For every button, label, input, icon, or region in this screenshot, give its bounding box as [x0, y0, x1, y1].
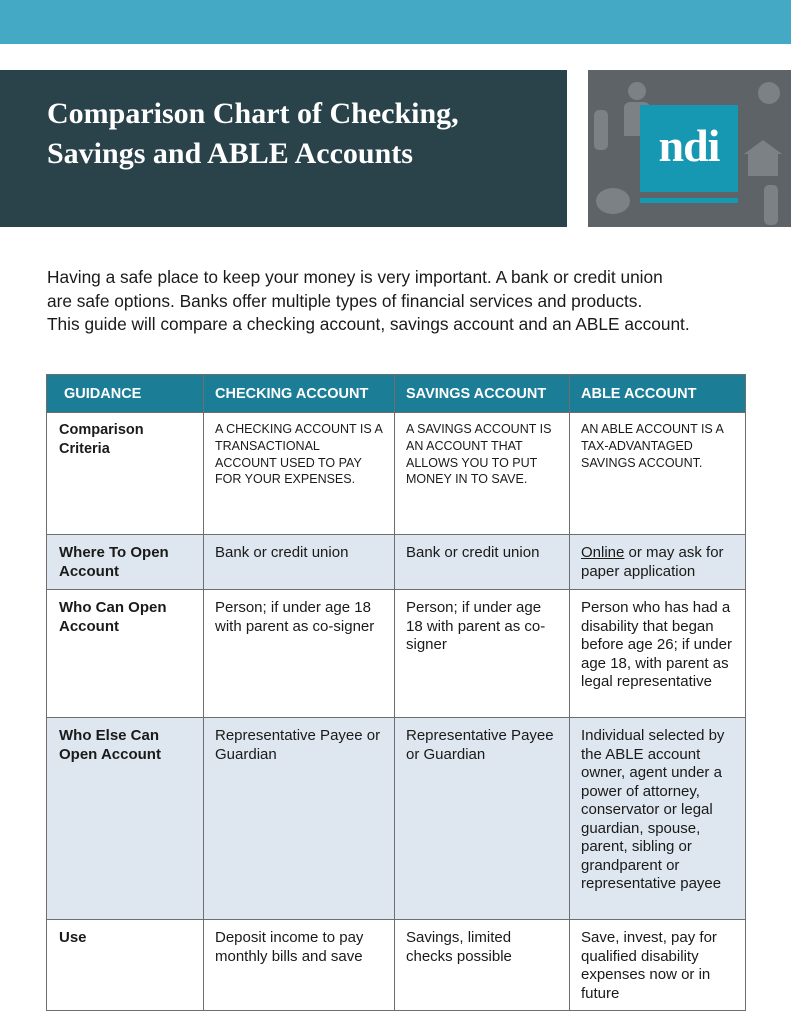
cell-able: Individual selected by the ABLE account owner, agent under a power of attorney, conservator or legal guardian, spouse, parent, sibling or grandparent or representative payee: [570, 718, 746, 920]
row-label: Use: [47, 920, 204, 1011]
cell-able: [570, 535, 746, 590]
table-row-who-can-open: [47, 590, 746, 718]
intro-line: This guide will compare a checking account, savings account and an ABLE account.: [47, 314, 690, 334]
cell-able-text: or may ask for paper application: [581, 544, 724, 580]
logo-underline: [640, 198, 738, 203]
intro-line: are safe options. Banks offer multiple types of financial services and products.: [47, 290, 643, 311]
cell-able: Save, invest, pay for qualified disability expenses now or in future: [570, 920, 746, 1011]
table-row-use: [47, 920, 746, 1011]
cell-savings: Savings, limited checks possible: [395, 920, 570, 1011]
person-icon-small: [594, 110, 608, 150]
header-checking: CHECKING ACCOUNT: [204, 375, 395, 413]
table-row-who-else-can-open: [47, 718, 746, 920]
cell-able: AN ABLE ACCOUNT IS A TAX-ADVANTAGED SAVINGS ACCOUNT.: [570, 413, 746, 535]
row-label: Comparison Criteria: [47, 413, 204, 535]
header-able: ABLE ACCOUNT: [570, 375, 746, 413]
online-link[interactable]: Online: [581, 544, 625, 561]
row-label: Where To Open Account: [47, 535, 204, 590]
cell-checking: Bank or credit union: [204, 535, 395, 590]
cell-savings: Bank or credit union: [395, 535, 570, 590]
header-guidance: GUIDANCE: [47, 375, 204, 413]
top-color-band: [0, 0, 791, 44]
cell-savings: A SAVINGS ACCOUNT IS AN ACCOUNT THAT ALLOWS YOU TO PUT MONEY IN TO SAVE.: [395, 413, 570, 535]
row-label: Who Can Open Account: [47, 590, 204, 718]
header-savings: SAVINGS ACCOUNT: [395, 375, 570, 413]
ndi-logo: [640, 105, 738, 192]
logo-panel: [588, 70, 791, 227]
intro-line: Having a safe place to keep your money is very important. A bank or credit union: [47, 267, 663, 287]
title-banner: [0, 70, 567, 227]
table-row-where-to-open: [47, 535, 746, 590]
cell-checking: Deposit income to pay monthly bills and save: [204, 920, 395, 1011]
comparison-table: [46, 374, 746, 1011]
cell-savings: Representative Payee or Guardian: [395, 718, 570, 920]
cell-savings: Person; if under age 18 with parent as co-signer: [395, 590, 570, 718]
person-icon-right: [764, 185, 778, 225]
table-header-row: [47, 375, 746, 413]
row-label: Who Else Can Open Account: [47, 718, 204, 920]
cell-checking: Person; if under age 18 with parent as co-signer: [204, 590, 395, 718]
page-title: Comparison Chart of Checking, Savings and ABLE Accounts: [47, 97, 459, 170]
logo-text: ndi: [658, 120, 720, 171]
cell-able: Person who has had a disability that began before age 26; if under age 18, with parent as legal representative: [570, 590, 746, 718]
table-row-comparison-criteria: [47, 413, 746, 535]
cell-checking: Representative Payee or Guardian: [204, 718, 395, 920]
intro-paragraph: [47, 266, 747, 337]
cell-checking: A CHECKING ACCOUNT IS A TRANSACTIONAL ACCOUNT USED TO PAY FOR YOUR EXPENSES.: [204, 413, 395, 535]
